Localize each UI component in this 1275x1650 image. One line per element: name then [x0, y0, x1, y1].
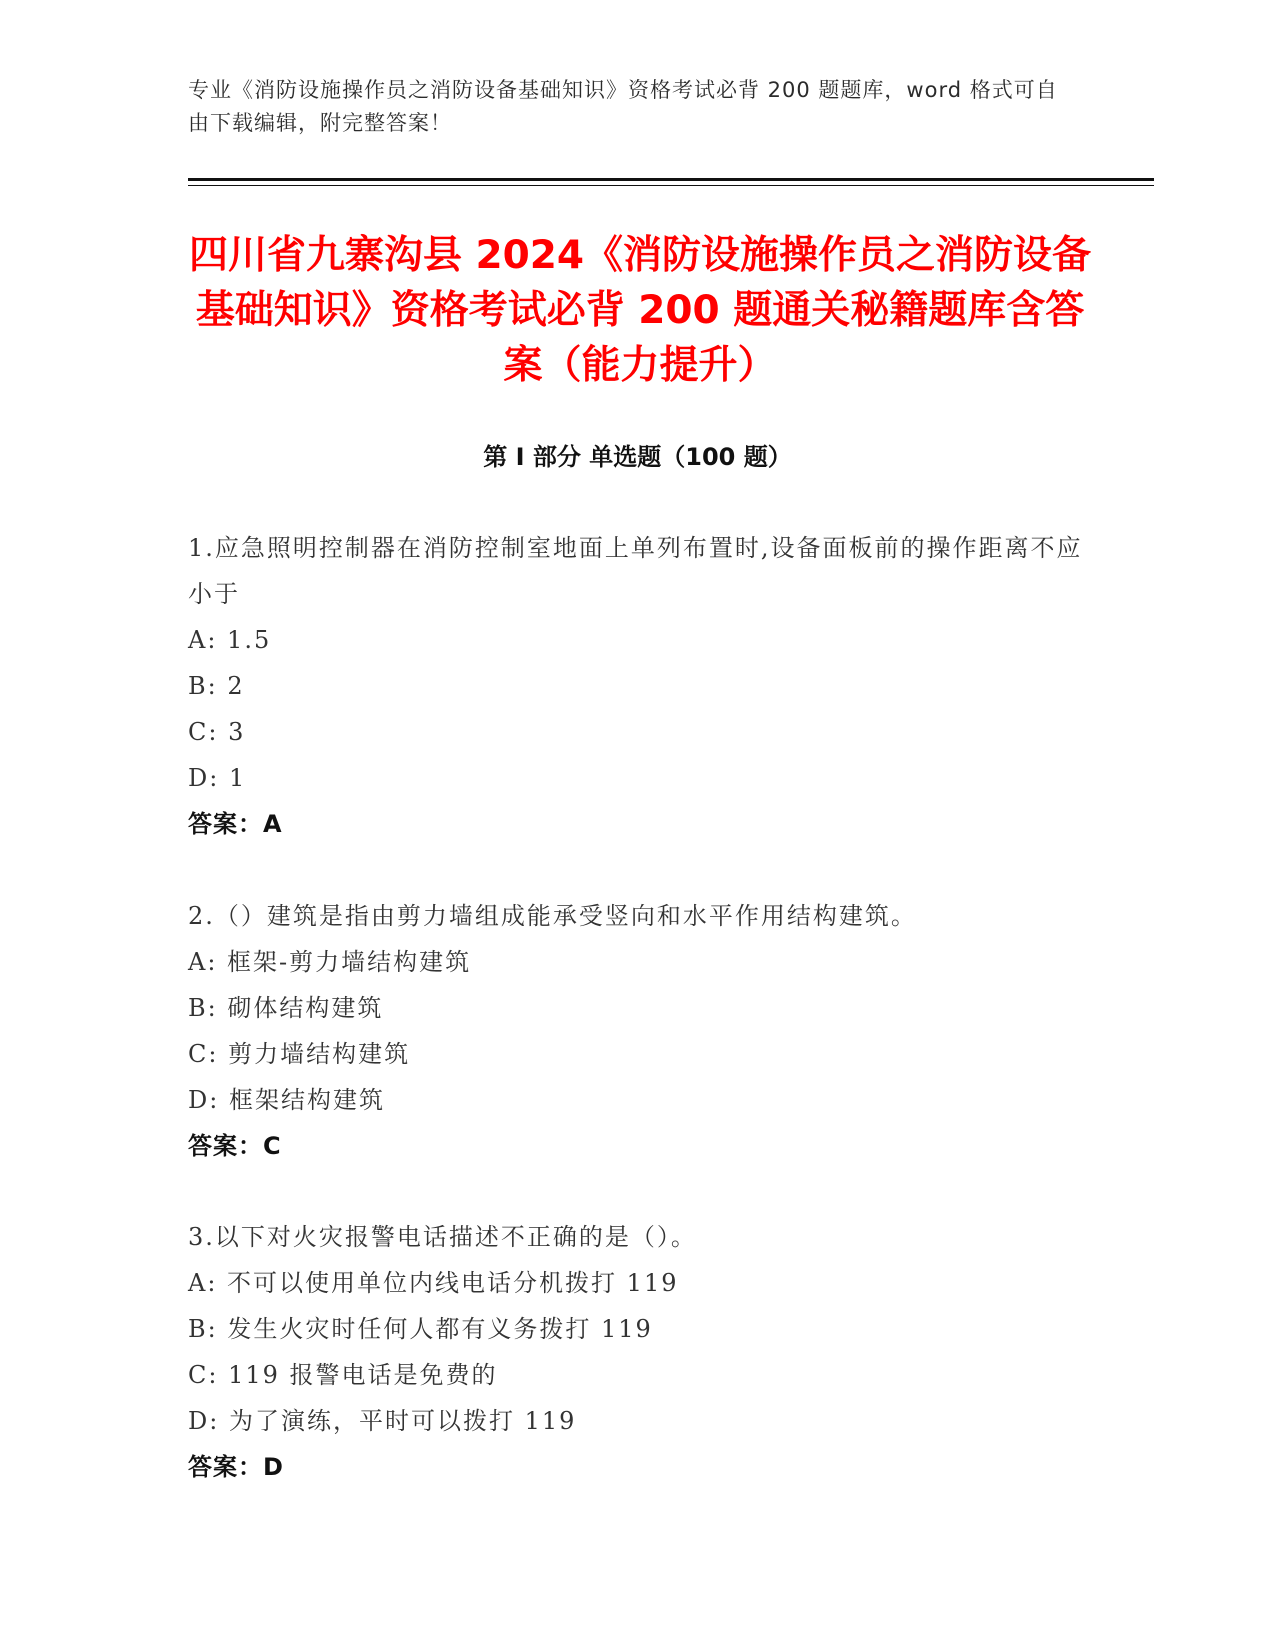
- section-heading: 第 I 部分 单选题（100 题）: [483, 443, 792, 471]
- option-d: D: 框架结构建筑: [188, 1086, 385, 1114]
- option-a: A: 1.5: [188, 626, 272, 654]
- option-d: D: 1: [188, 764, 247, 792]
- answer-line: 答案：D: [188, 1453, 284, 1481]
- option-d: D: 为了演练，平时可以拨打 119: [188, 1407, 577, 1435]
- question-text: 1.应急照明控制器在消防控制室地面上单列布置时,设备面板前的操作距离不应小于: [188, 534, 1083, 608]
- question-block: [188, 525, 1088, 847]
- question-block: [188, 1214, 1088, 1490]
- option-b: B: 2: [188, 672, 245, 700]
- option-c: C: 剪力墙结构建筑: [188, 1040, 411, 1068]
- option-b: B: 砌体结构建筑: [188, 994, 384, 1022]
- answer-line: 答案：A: [188, 810, 283, 838]
- option-a: A: 框架-剪力墙结构建筑: [188, 948, 472, 976]
- option-c: C: 119 报警电话是免费的: [188, 1361, 498, 1389]
- header-divider-thin: [188, 185, 1154, 186]
- question-text: 3.以下对火灾报警电话描述不正确的是（）。: [188, 1223, 697, 1251]
- document-title: 四川省九寨沟县 2024《消防设施操作员之消防设备基础知识》资格考试必背 200 题通关秘籍题库含答案（能力提升）: [188, 233, 1092, 388]
- option-a: A: 不可以使用单位内线电话分机拨打 119: [188, 1269, 679, 1297]
- answer-line: 答案：C: [188, 1132, 282, 1160]
- question-text: 2.（）建筑是指由剪力墙组成能承受竖向和水平作用结构建筑。: [188, 902, 917, 930]
- option-c: C: 3: [188, 718, 246, 746]
- option-b: B: 发生火灾时任何人都有义务拨打 119: [188, 1315, 653, 1343]
- header-intro-text: 专业《消防设施操作员之消防设备基础知识》资格考试必背 200 题题库，word 格式可自由下载编辑，附完整答案！: [188, 78, 1058, 135]
- header-divider-thick: [188, 178, 1154, 181]
- question-block: [188, 893, 1088, 1169]
